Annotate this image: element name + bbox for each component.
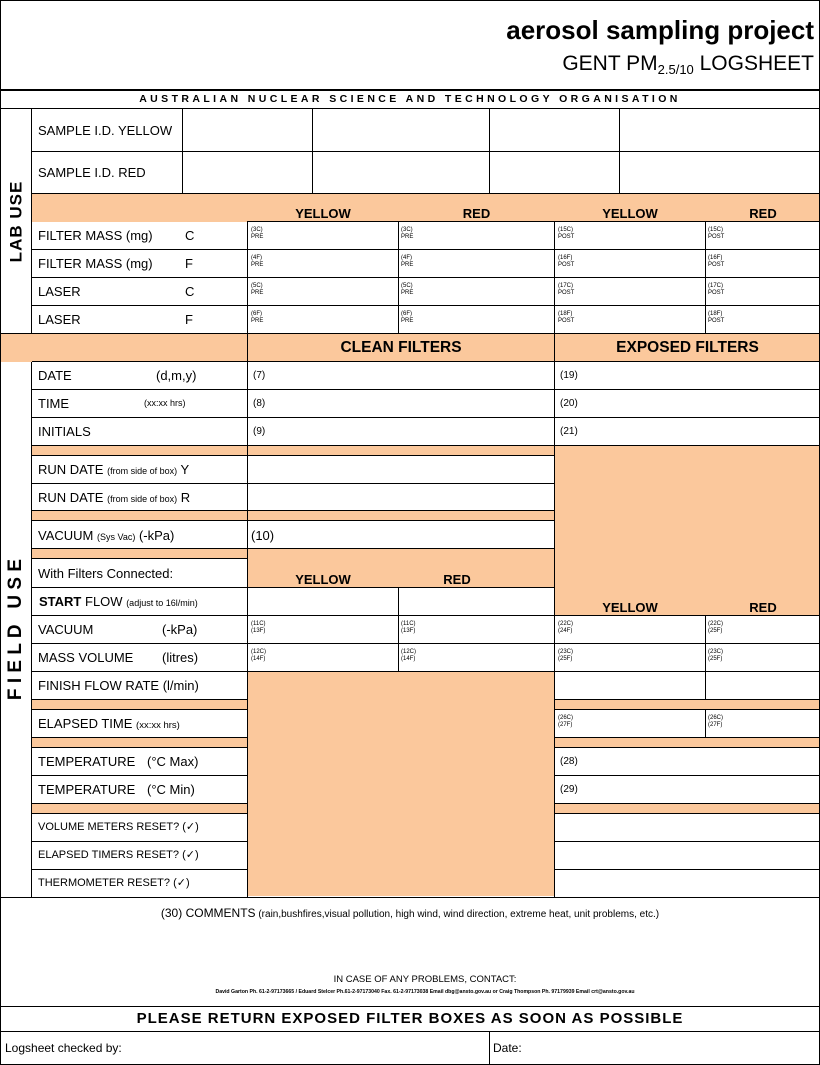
return-notice: PLEASE RETURN EXPOSED FILTER BOXES AS SOON AS POSSIBLE (136, 1010, 684, 1027)
checked-by-label: Logsheet checked by: (5, 1041, 122, 1055)
row-code: C (185, 284, 195, 299)
date-unit: (d,m,y) (156, 368, 197, 383)
cell-code: (23C) (25F) (708, 649, 724, 662)
time-label: TIME (38, 396, 70, 411)
page-title: aerosol sampling project (506, 15, 814, 45)
laser-c-label: LASER (38, 284, 81, 299)
sample-id-yellow-label: SAMPLE I.D. YELLOW (38, 123, 173, 138)
start-flow-label: START FLOW (adjust to 16l/min) (39, 594, 198, 609)
with-filters-label: With Filters Connected: (38, 566, 174, 581)
elapsed-timers-reset-label: ELAPSED TIMERS RESET? (✓) (38, 849, 199, 861)
cell-code: (26C) (27F) (708, 715, 724, 728)
mass-volume-label: MASS VOLUME (38, 650, 134, 665)
date-clean-code: (7) (253, 370, 266, 381)
cell-code: (6F) PRE (251, 311, 264, 324)
cell-code: (15C) POST (558, 227, 575, 240)
lab-col-yellow: YELLOW (602, 206, 658, 221)
contact-heading: IN CASE OF ANY PROBLEMS, CONTACT: (333, 974, 517, 985)
finish-flow-label: FINISH FLOW RATE (l/min) (38, 678, 199, 693)
filter-mass-f-label: FILTER MASS (mg) (38, 256, 153, 271)
cell-code: (23C) (25F) (558, 649, 574, 662)
row-code: F (185, 312, 193, 327)
comments-label: (30) COMMENTS (rain,bushfires,visual pollution, high wind, wind direction, extreme heat, unit problems, etc.) (160, 906, 660, 920)
vacuum-sys-label: VACUUM (Sys Vac) (-kPa) (38, 528, 175, 543)
temperature-max-code: (28) (560, 756, 578, 767)
filter-mass-c-label: FILTER MASS (mg) (38, 228, 153, 243)
temperature-min-unit: (°C Min) (147, 782, 195, 797)
initials-label: INITIALS (38, 424, 91, 439)
cell-code: (18F) POST (558, 311, 575, 324)
temperature-min-code: (29) (560, 784, 578, 795)
run-date-y-label: RUN DATE (from side of box) Y (38, 462, 190, 477)
volume-meters-reset-label: VOLUME METERS RESET? (✓) (38, 821, 199, 833)
laser-f-label: LASER (38, 312, 81, 327)
cell-code: (18F) POST (708, 311, 725, 324)
temperature-min-label: TEMPERATURE (38, 782, 136, 797)
cell-code: (22C) (24F) (558, 621, 574, 634)
vacuum-label: VACUUM (38, 622, 94, 637)
vacuum-sys-clean-code: (10) (251, 528, 275, 543)
lab-use-label: LAB USE (6, 180, 26, 262)
clean-filters-heading: CLEAN FILTERS (340, 339, 462, 356)
lab-col-yellow: YELLOW (295, 206, 351, 221)
time-exposed-code: (20) (560, 398, 578, 409)
cell-code: (5C) PRE (401, 283, 414, 296)
lab-col-red: RED (749, 206, 777, 221)
initials-exposed-code: (21) (560, 426, 578, 437)
date-exposed-code: (19) (560, 370, 578, 381)
time-clean-code: (8) (253, 398, 266, 409)
row-code: C (185, 228, 195, 243)
clean-yellow-header: YELLOW (295, 572, 351, 587)
run-date-r-label: RUN DATE (from side of box) R (38, 490, 191, 505)
page-subtitle: GENT PM2.5/10 LOGSHEET (562, 52, 814, 77)
cell-code: (4F) PRE (401, 255, 414, 268)
cell-code: (22C) (25F) (708, 621, 724, 634)
row-code: F (185, 256, 193, 271)
lab-col-red: RED (462, 206, 491, 221)
cell-code: (17C) POST (558, 283, 575, 296)
temperature-max-label: TEMPERATURE (38, 754, 136, 769)
date-label-footer: Date: (493, 1041, 522, 1055)
cell-code: (11C) (13F) (251, 621, 266, 634)
cell-code: (15C) POST (708, 227, 725, 240)
thermometer-reset-label: THERMOMETER RESET? (✓) (38, 877, 190, 889)
organisation-name: AUSTRALIAN NUCLEAR SCIENCE AND TECHNOLOGY ORGANISATION (139, 93, 681, 105)
elapsed-time-label: ELAPSED TIME (xx:xx hrs) (38, 716, 180, 731)
cell-code: (6F) PRE (401, 311, 414, 324)
exposed-filters-heading: EXPOSED FILTERS (616, 339, 759, 356)
contact-details: David Garton Ph. 61-2-97173665 / Eduard Stelcer Ph.61-2-97173040 Fax. 61-2-97173038 Email dbg@ansto.gov.au or Craig Thompson Ph. 97179939 Email crt@ansto.gov.au (215, 989, 635, 995)
cell-code: (12C) (14F) (251, 649, 267, 662)
cell-code: (16F) POST (558, 255, 575, 268)
cell-code: (11C) (13F) (401, 621, 416, 634)
cell-code: (16F) POST (708, 255, 725, 268)
time-unit: (xx:xx hrs) (144, 398, 186, 408)
clean-red-header: RED (443, 572, 471, 587)
temperature-max-unit: (°C Max) (147, 754, 199, 769)
cell-code: (5C) PRE (251, 283, 264, 296)
mass-volume-unit: (litres) (162, 650, 199, 665)
cell-code: (26C) (27F) (558, 715, 574, 728)
initials-clean-code: (9) (253, 426, 266, 437)
field-use-label: F I E L D U S E (5, 558, 27, 701)
sample-id-red-label: SAMPLE I.D. RED (38, 165, 146, 180)
cell-code: (12C) (14F) (401, 649, 417, 662)
date-label: DATE (38, 368, 72, 383)
cell-code: (3C) PRE (251, 227, 264, 240)
cell-code: (3C) PRE (401, 227, 414, 240)
vacuum-unit: (-kPa) (162, 622, 198, 637)
cell-code: (4F) PRE (251, 255, 264, 268)
exposed-yellow-header: YELLOW (602, 600, 658, 615)
exposed-red-header: RED (749, 600, 777, 615)
cell-code: (17C) POST (708, 283, 725, 296)
